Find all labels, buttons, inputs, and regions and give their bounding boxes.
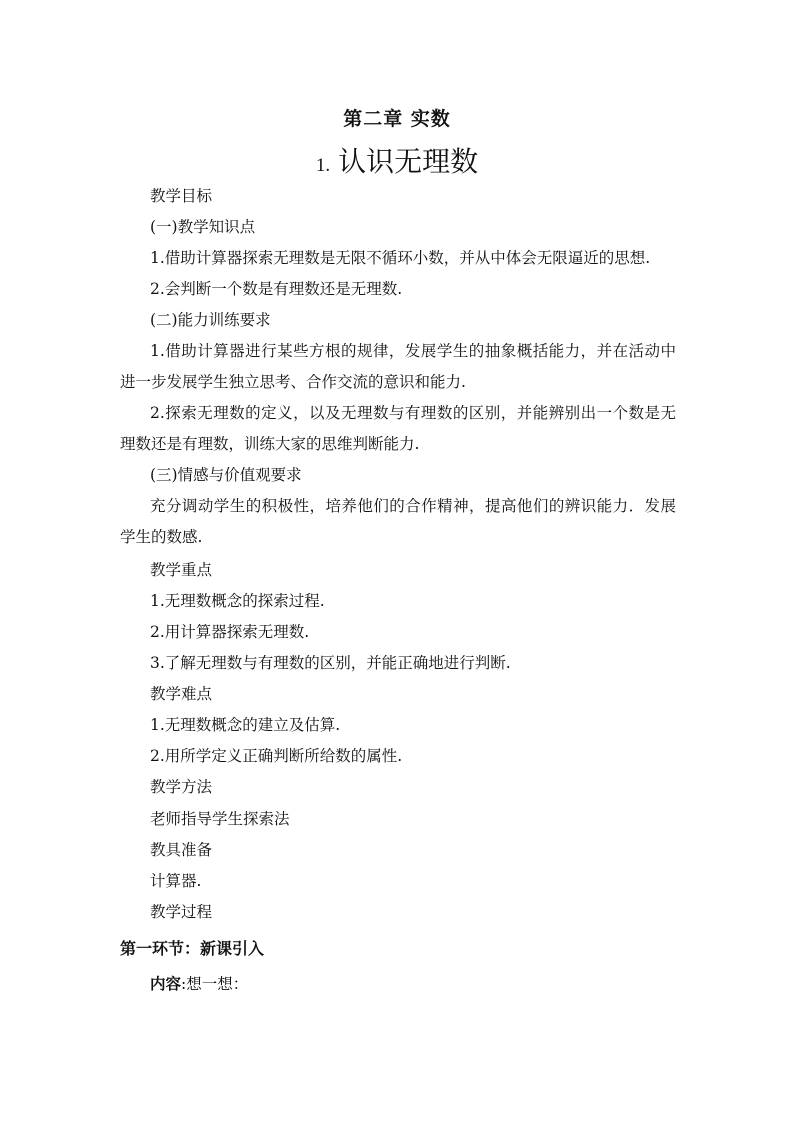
chapter-heading: 第二章 实数: [343, 108, 451, 130]
lesson-title: [0, 140, 794, 180]
content-line: [150, 973, 248, 995]
knowledge-item-2: 2.会判断一个数是有理数还是无理数.: [150, 280, 403, 298]
emotion-heading: (三)情感与价值观要求: [150, 466, 302, 484]
lesson-number: 1.: [315, 155, 331, 176]
tools-heading: 教具准备: [150, 841, 213, 859]
goals-heading: 教学目标: [150, 187, 213, 205]
lesson-title-text: 认识无理数: [338, 145, 479, 178]
emotion-item-1: 充分调动学生的积极性，培养他们的合作精神，提高他们的辨识能力．发展学生的数感.: [120, 497, 676, 546]
section-heading-1: 第一环节：新课引入: [120, 939, 265, 958]
content-text: :想一想：: [181, 975, 249, 993]
process-heading: 教学过程: [150, 903, 213, 921]
key-item-1: 1.无理数概念的探索过程.: [150, 592, 325, 610]
key-item-3: 3.了解无理数与有理数的区别，并能正确地进行判断.: [150, 654, 511, 672]
knowledge-item-1: 1.借助计算器探索无理数是无限不循环小数，并从中体会无限逼近的思想.: [150, 249, 651, 267]
method-item-1: 老师指导学生探索法: [150, 810, 290, 828]
content-label: 内容: [150, 975, 182, 993]
ability-heading: (二)能力训练要求: [150, 311, 271, 329]
tools-item-1: 计算器.: [150, 872, 202, 890]
key-heading: 教学重点: [150, 561, 213, 579]
ability-item-1: 1.借助计算器进行某些方根的规律，发展学生的抽象概括能力，并在活动中进一步发展学生独立思考、合作交流的意识和能力.: [120, 342, 676, 391]
difficulty-item-2: 2.用所学定义正确判断所给数的属性.: [150, 747, 403, 765]
knowledge-heading: (一)教学知识点: [150, 218, 256, 236]
key-item-2: 2.用计算器探索无理数.: [150, 623, 310, 641]
method-heading: 教学方法: [150, 778, 213, 796]
difficulty-item-1: 1.无理数概念的建立及估算.: [150, 716, 341, 734]
difficulty-heading: 教学难点: [150, 685, 213, 703]
ability-item-2: 2.探索无理数的定义，以及无理数与有理数的区别，并能辨别出一个数是无理数还是有理数，训练大家的思维判断能力.: [120, 404, 676, 453]
